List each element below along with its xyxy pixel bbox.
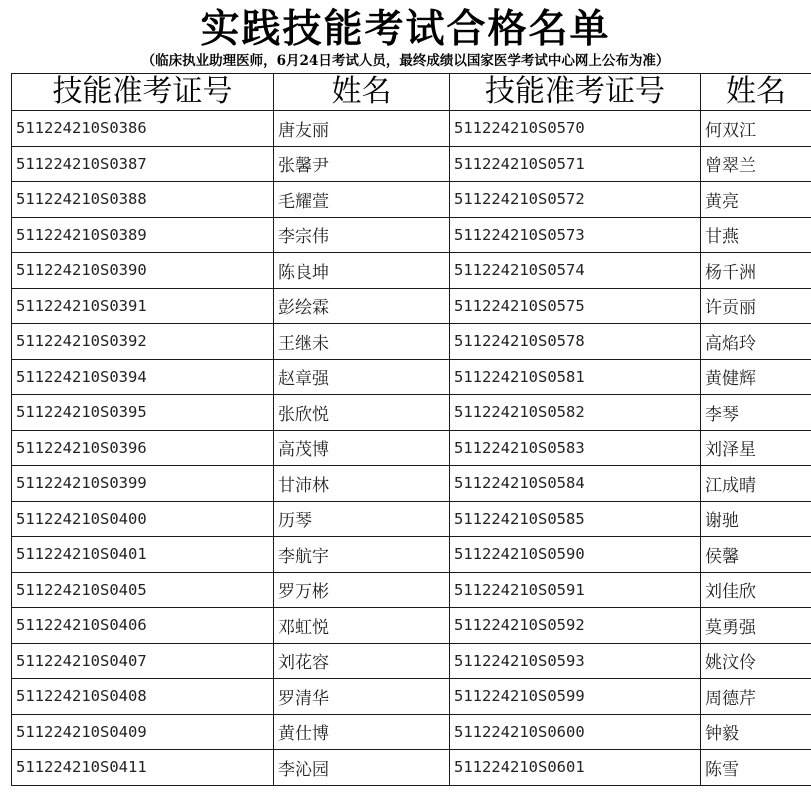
- table-row: [12, 501, 811, 537]
- exam-id-cell: 511224210S0601: [450, 750, 701, 786]
- table-row: [12, 750, 811, 786]
- document-subtitle: （临床执业助理医师，6月24日考试人员，最终成绩以国家医学考试中心网上公布为准）: [141, 53, 670, 69]
- name-cell: 刘泽星: [701, 430, 811, 466]
- name-cell: 高茂博: [274, 430, 450, 466]
- exam-id-cell: 511224210S0571: [450, 146, 701, 182]
- table-row: [12, 395, 811, 431]
- name-cell: 钟毅: [701, 714, 811, 750]
- name-cell: 刘花容: [274, 643, 450, 679]
- name-cell: 张馨尹: [274, 146, 450, 182]
- name-cell: 黄仕博: [274, 714, 450, 750]
- exam-id-cell: 511224210S0600: [450, 714, 701, 750]
- name-cell: 陈雪: [701, 750, 811, 786]
- name-cell: 高焰玲: [701, 324, 811, 360]
- exam-id-cell: 511224210S0395: [12, 395, 274, 431]
- table-header-row: [12, 74, 811, 111]
- table-row: [12, 608, 811, 644]
- name-cell: 周德芹: [701, 679, 811, 715]
- name-cell: 侯馨: [701, 537, 811, 573]
- table-row: [12, 537, 811, 573]
- name-cell: 彭绘霖: [274, 288, 450, 324]
- exam-id-cell: 511224210S0394: [12, 359, 274, 395]
- exam-id-cell: 511224210S0578: [450, 324, 701, 360]
- document-title: 实践技能考试合格名单: [200, 6, 611, 52]
- exam-id-cell: 511224210S0599: [450, 679, 701, 715]
- name-cell: 甘燕: [701, 217, 811, 253]
- name-cell: 邓虹悦: [274, 608, 450, 644]
- name-cell: 曾翠兰: [701, 146, 811, 182]
- exam-id-cell: 511224210S0409: [12, 714, 274, 750]
- table-body: [12, 111, 811, 786]
- exam-id-cell: 511224210S0388: [12, 182, 274, 218]
- table-row: [12, 217, 811, 253]
- name-cell: 罗万彬: [274, 572, 450, 608]
- exam-id-cell: 511224210S0389: [12, 217, 274, 253]
- name-cell: 李琴: [701, 395, 811, 431]
- exam-id-cell: 511224210S0392: [12, 324, 274, 360]
- table-row: [12, 111, 811, 147]
- exam-id-cell: 511224210S0575: [450, 288, 701, 324]
- exam-id-cell: 511224210S0590: [450, 537, 701, 573]
- exam-id-cell: 511224210S0593: [450, 643, 701, 679]
- name-cell: 唐友丽: [274, 111, 450, 147]
- table-row: [12, 253, 811, 289]
- table-row: [12, 359, 811, 395]
- name-cell: 张欣悦: [274, 395, 450, 431]
- exam-id-cell: 511224210S0585: [450, 501, 701, 537]
- name-cell: 王继未: [274, 324, 450, 360]
- name-cell: 许贡丽: [701, 288, 811, 324]
- exam-id-cell: 511224210S0406: [12, 608, 274, 644]
- exam-id-cell: 511224210S0570: [450, 111, 701, 147]
- exam-id-cell: 511224210S0401: [12, 537, 274, 573]
- exam-id-cell: 511224210S0400: [12, 501, 274, 537]
- name-cell: 罗清华: [274, 679, 450, 715]
- exam-id-cell: 511224210S0583: [450, 430, 701, 466]
- header-left-id: 技能准考证号: [12, 74, 274, 111]
- exam-id-cell: 511224210S0582: [450, 395, 701, 431]
- header-left-name: 姓名: [274, 74, 450, 111]
- exam-id-cell: 511224210S0584: [450, 466, 701, 502]
- exam-id-cell: 511224210S0408: [12, 679, 274, 715]
- name-cell: 江成晴: [701, 466, 811, 502]
- exam-id-cell: 511224210S0581: [450, 359, 701, 395]
- name-cell: 陈良坤: [274, 253, 450, 289]
- table-row: [12, 324, 811, 360]
- table-row: [12, 146, 811, 182]
- table-row: [12, 182, 811, 218]
- name-cell: 何双江: [701, 111, 811, 147]
- exam-id-cell: 511224210S0390: [12, 253, 274, 289]
- exam-id-cell: 511224210S0573: [450, 217, 701, 253]
- exam-id-cell: 511224210S0399: [12, 466, 274, 502]
- exam-id-cell: 511224210S0591: [450, 572, 701, 608]
- header-right-name: 姓名: [701, 74, 811, 111]
- name-cell: 甘沛林: [274, 466, 450, 502]
- name-cell: 姚汶伶: [701, 643, 811, 679]
- name-cell: 李宗伟: [274, 217, 450, 253]
- table-row: [12, 714, 811, 750]
- exam-id-cell: 511224210S0574: [450, 253, 701, 289]
- name-cell: 赵章强: [274, 359, 450, 395]
- name-cell: 刘佳欣: [701, 572, 811, 608]
- name-cell: 李沁园: [274, 750, 450, 786]
- table-row: [12, 430, 811, 466]
- exam-id-cell: 511224210S0387: [12, 146, 274, 182]
- exam-id-cell: 511224210S0386: [12, 111, 274, 147]
- table-row: [12, 288, 811, 324]
- name-cell: 杨千洲: [701, 253, 811, 289]
- table-row: [12, 643, 811, 679]
- exam-id-cell: 511224210S0592: [450, 608, 701, 644]
- exam-id-cell: 511224210S0572: [450, 182, 701, 218]
- exam-id-cell: 511224210S0411: [12, 750, 274, 786]
- table-row: [12, 572, 811, 608]
- name-cell: 黄健辉: [701, 359, 811, 395]
- results-table: [11, 73, 811, 786]
- table-row: [12, 679, 811, 715]
- header-right-id: 技能准考证号: [450, 74, 701, 111]
- name-cell: 毛耀萱: [274, 182, 450, 218]
- name-cell: 黄亮: [701, 182, 811, 218]
- name-cell: 谢驰: [701, 501, 811, 537]
- exam-id-cell: 511224210S0396: [12, 430, 274, 466]
- name-cell: 历琴: [274, 501, 450, 537]
- exam-id-cell: 511224210S0407: [12, 643, 274, 679]
- exam-id-cell: 511224210S0405: [12, 572, 274, 608]
- table-row: [12, 466, 811, 502]
- name-cell: 莫勇强: [701, 608, 811, 644]
- name-cell: 李航宇: [274, 537, 450, 573]
- exam-id-cell: 511224210S0391: [12, 288, 274, 324]
